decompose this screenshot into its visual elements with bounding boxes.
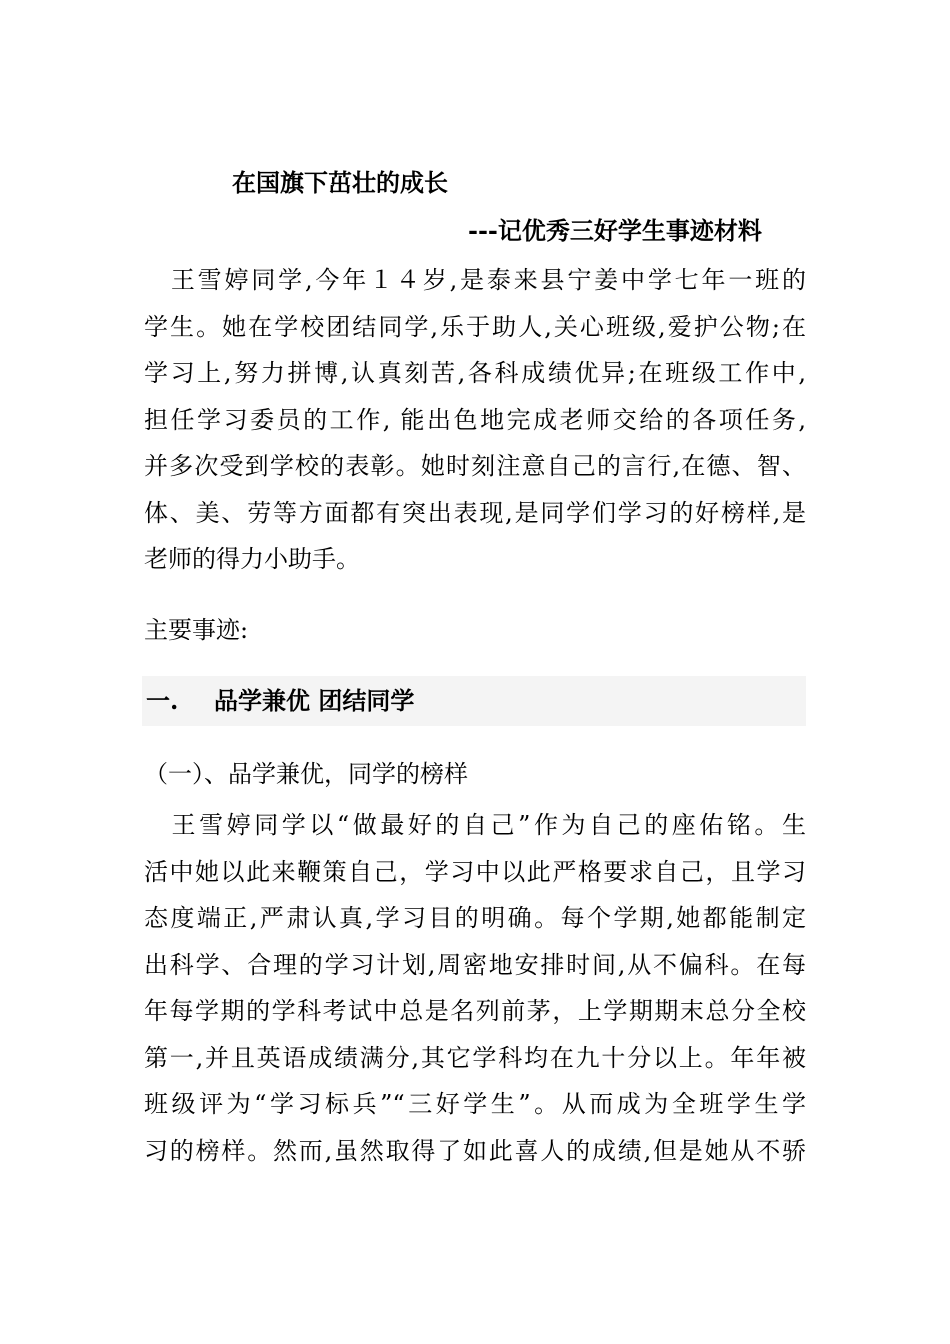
document-subtitle: ---记优秀三好学生事迹材料 xyxy=(468,216,762,245)
text-line: 年每学期的学科考试中总是名列前茅，上学期期末总分全校 xyxy=(144,997,806,1025)
text-line: 并多次受到学校的表彰。她时刻注意自己的言行,在德、智、 xyxy=(144,452,806,480)
text-line: 担任学习委员的工作, 能出色地完成老师交给的各项任务, xyxy=(144,405,806,434)
text-line: 出科学、合理的学习计划,周密地安排时间,从不偏科。在每 xyxy=(144,950,806,979)
text-line: 第一,并且英语成绩满分,其它学科均在九十分以上。年年被 xyxy=(144,1043,806,1072)
text-line: 王雪婷同学,今年１４岁,是泰来县宁姜中学七年一班的 xyxy=(144,266,806,294)
text-line: 习的榜样。然而,虽然取得了如此喜人的成绩,但是她从不骄 xyxy=(144,1136,806,1165)
text-line: 体、美、劳等方面都有突出表现,是同学们学习的好榜样,是 xyxy=(144,498,806,527)
main-deeds-label: 主要事迹: xyxy=(144,616,249,644)
intro-paragraph xyxy=(144,257,806,583)
document-title: 在国旗下茁壮的成长 xyxy=(232,168,448,197)
text-line: 学习上,努力拼博,认真刻苦,各科成绩优异;在班级工作中, xyxy=(144,359,806,387)
section-title: 品学兼优 团结同学 xyxy=(214,686,415,715)
text-line: 班级评为“学习标兵”“三好学生”。从而成为全班学生学 xyxy=(144,1090,806,1118)
section-number: 一. xyxy=(146,686,179,715)
body-paragraph xyxy=(144,802,806,1174)
subsection-heading: （一）、品学兼优，同学的榜样 xyxy=(144,760,468,788)
text-line: 王雪婷同学以“做最好的自己”作为自己的座佑铭。生 xyxy=(144,811,806,839)
section-heading xyxy=(142,676,806,726)
text-line: 老师的得力小助手。 xyxy=(144,545,360,573)
text-line: 活中她以此来鞭策自己，学习中以此严格要求自己，且学习 xyxy=(144,857,806,886)
text-line: 学生。她在学校团结同学,乐于助人,关心班级,爱护公物;在 xyxy=(144,312,806,341)
text-line: 态度端正,严肃认真,学习目的明确。每个学期,她都能制定 xyxy=(144,904,806,932)
